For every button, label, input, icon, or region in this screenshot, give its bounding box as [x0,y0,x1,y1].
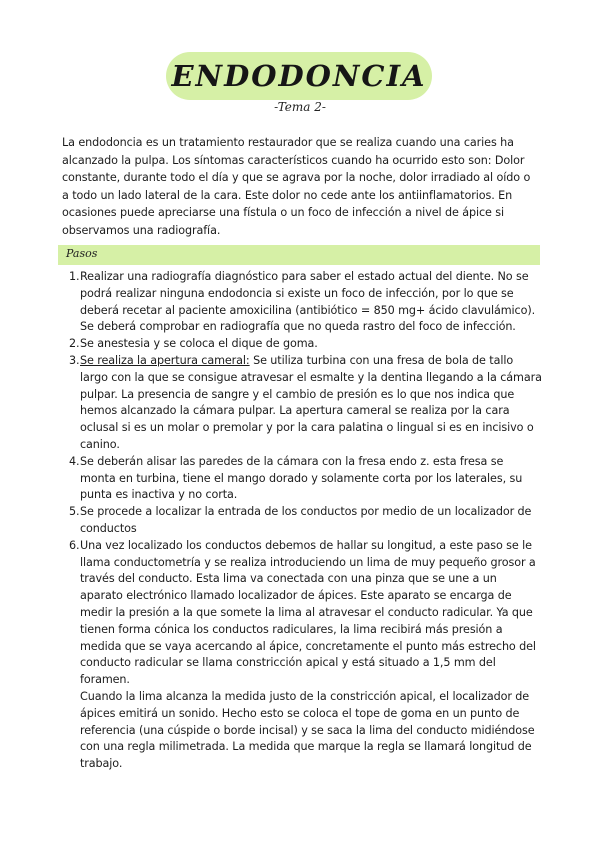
step-text: Se anestesia y se coloca el dique de goma. [80,337,318,351]
step-number: 2. [69,337,80,351]
step-number: 4. [69,454,80,468]
step-item [62,353,542,454]
step-item [62,269,542,336]
step-text: Una vez localizado los conductos debemos de hallar su longitud, a este paso se le llama conductometría y se realiza introduciendo un lima de muy pequeño grosor a través del conducto. Esta lima va conectada con una pinza que se une a un aparato electrónico llamado localizador de ápices. Este aparato se encarga de medir la presión a la que somete la lima al atravesar el conducto radicular. Ya que tienen forma cónica los conductos radiculares, la lima recibirá más presión a medida que se vaya acercando al ápice, concretamente el punto más estrecho del conducto radicular se llama constricción apical y está situado a 1,5 mm del foramen. [80,538,536,687]
step-paragraph [80,353,542,454]
step-item [62,538,542,773]
steps-heading: Pasos [66,247,98,260]
step-item [62,504,542,538]
step-number: 5. [69,505,80,519]
page-title: ENDODONCIA [171,59,427,93]
step-number: 3. [69,353,80,367]
step-number: 6. [69,538,80,552]
page-subtitle: -Tema 2- [274,100,326,114]
step-lead-underlined: Se realiza la apertura cameral: [80,353,250,367]
steps-list [62,269,542,773]
step-item [62,454,542,504]
intro-paragraph: La endodoncia es un tratamiento restaurador que se realiza cuando una caries ha alcanzado la pulpa. Los síntomas característicos cuando ha ocurrido esto son: Dolor constante, durante todo el día y que se agrava por la noche, dolor irradiado al oído o a todo un lado lateral de la cara. Este dolor no cede ante los antiinflamatorios. En ocasiones puede apreciarse una fístula o un foco de infección a nivel de ápice si observamos una radiografía. [62,136,531,237]
step-text: Se procede a localizar la entrada de los conductos por medio de un localizador de conductos [80,505,532,535]
steps-heading-bar [58,245,540,265]
step-text-continued: Cuando la lima alcanza la medida justo de la constricción apical, el localizador de ápices emitirá un sonido. Hecho esto se coloca el tope de goma en un punto de referencia (una cúspide o borde incisal) y se saca la lima del conducto midiéndose con una regla milimetrada. La medida que marque la regla se llamará longitud de trabajo. [80,689,535,771]
step-text: Realizar una radiografía diagnóstico para saber el estado actual del diente. No se podrá realizar ninguna endodoncia si existe un foco de infección, por lo que se deberá recetar al paciente amoxicilina (antibiótico = 850 mg+ ácido clavulámico). Se deberá comprobar en radiografía que no queda rastro del foco de infección. [80,270,536,334]
step-item [62,336,542,353]
step-text: Se deberán alisar las paredes de la cámara con la fresa endo z. esta fresa se monta en turbina, tiene el mango dorado y solamente corta por los laterales, su punta es inactiva y no corta. [80,454,523,502]
title-highlight [166,52,432,100]
step-text: Se utiliza turbina con una fresa de bola de tallo largo con la que se consigue atravesar el esmalte y la dentina llegando a la cámara pulpar. La presencia de sangre y el cambio de presión es lo que nos indica que hemos alcanzado la cámara pulpar. La apertura cameral se realiza por la cara oclusal si es un molar o premolar y por la cara palatina o lingual si es en incisivo o canino. [80,353,542,451]
step-number: 1. [69,270,80,283]
